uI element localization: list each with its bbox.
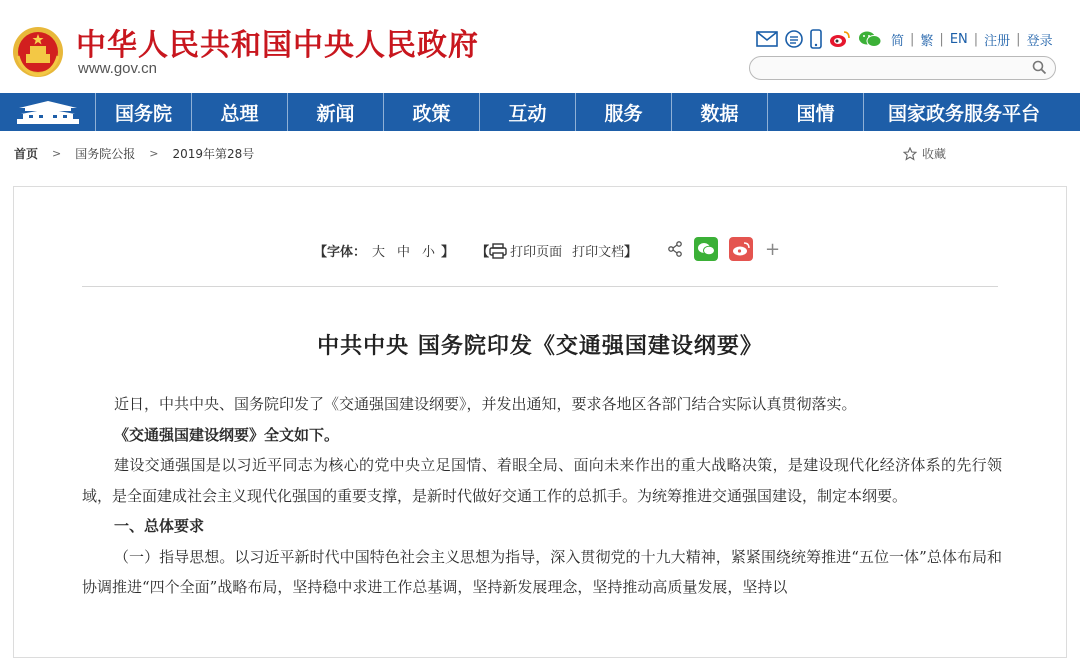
favorite-button[interactable] [903, 145, 946, 162]
traditional-link[interactable]: 繁 [920, 33, 934, 49]
tiananmen-icon [15, 98, 81, 126]
search-input[interactable] [749, 56, 1056, 80]
register-link[interactable]: 注册 [984, 33, 1011, 49]
weibo-icon [732, 242, 750, 256]
paragraph: 《交通强国建设纲要》全文如下。 [114, 425, 340, 444]
chevron-right-icon: > [149, 147, 159, 160]
nav-item-data[interactable]: 数据 [672, 93, 768, 131]
nav-home[interactable] [0, 93, 96, 131]
header-tools [756, 28, 1053, 50]
font-size-large[interactable]: 大 [372, 245, 386, 260]
separator: | [910, 31, 915, 47]
article-title: 中共中央 国务院印发《交通强国建设纲要》 [317, 333, 763, 359]
search-icon[interactable] [1032, 60, 1047, 75]
separator: | [939, 31, 944, 47]
share-weibo-button[interactable] [729, 237, 753, 261]
divider [82, 286, 998, 287]
nav-item-premier[interactable]: 总理 [192, 93, 288, 131]
bracket-close: 】 [441, 245, 455, 260]
wechat-icon[interactable] [858, 30, 882, 48]
share-bar [667, 237, 780, 261]
paragraph: 建设交通强国是以习近平同志为核心的党中央立足国情、着眼全局、面向未来作出的重大战略决策，是建设现代化经济体系的先行领域，是全面建成社会主义现代化强国的重要支撑，是新时代做好交通工作的总抓手。为统筹推进交通强国建设，制定本纲要。 [82, 456, 1002, 505]
site-title[interactable]: 中华人民共和国中央人民政府 [76, 28, 479, 63]
section-heading: 一、总体要求 [114, 517, 205, 535]
site-header [0, 0, 1080, 92]
mail-icon[interactable] [756, 31, 778, 47]
nav-item-interaction[interactable]: 互动 [480, 93, 576, 131]
print-doc-link[interactable]: 打印文档 [572, 245, 625, 260]
more-share-button[interactable]: + [765, 238, 781, 260]
paragraph: 近日，中共中央、国务院印发了《交通强国建设纲要》，并发出通知，要求各地区各部门结合实际认真贯彻落实。 [114, 395, 857, 413]
breadcrumb [14, 145, 254, 162]
article-body [82, 389, 1002, 603]
bracket-open: 【 [476, 245, 490, 260]
star-icon [903, 147, 917, 161]
article-container [13, 186, 1067, 658]
nav-item-national-info[interactable]: 国情 [768, 93, 864, 131]
breadcrumb-bulletin[interactable]: 国务院公报 [75, 147, 136, 161]
english-link[interactable]: EN [949, 31, 968, 47]
phone-icon[interactable] [810, 29, 822, 49]
breadcrumb-home[interactable]: 首页 [14, 147, 39, 161]
font-size-small[interactable]: 小 [422, 245, 436, 260]
print-page-link[interactable]: 打印页面 [510, 245, 563, 260]
header-links [891, 30, 1053, 49]
bracket-close: 】 [624, 245, 638, 260]
site-url[interactable]: www.gov.cn [78, 60, 157, 77]
font-size-label: 【字体： [314, 245, 367, 260]
nav-item-gov-service-platform[interactable]: 国家政务服务平台 [887, 102, 1040, 125]
rss-icon[interactable] [785, 30, 803, 48]
printer-icon[interactable] [489, 243, 507, 259]
simplified-link[interactable]: 简 [891, 33, 905, 49]
share-wechat-button[interactable] [694, 237, 718, 261]
wechat-icon [697, 242, 715, 256]
national-emblem-icon[interactable] [12, 26, 64, 78]
font-size-medium[interactable]: 中 [397, 245, 411, 260]
breadcrumb-issue[interactable]: 2019年第28号 [172, 147, 255, 161]
weibo-icon[interactable] [829, 30, 851, 48]
favorite-label: 收藏 [922, 147, 947, 161]
chevron-right-icon: > [52, 147, 62, 160]
article-toolbar [314, 241, 637, 260]
separator: | [1016, 31, 1021, 47]
nav-item-news[interactable]: 新闻 [288, 93, 384, 131]
share-icon[interactable] [667, 241, 683, 257]
nav-item-service[interactable]: 服务 [576, 93, 672, 131]
nav-item-policy[interactable]: 政策 [384, 93, 480, 131]
paragraph: （一）指导思想。以习近平新时代中国特色社会主义思想为指导，深入贯彻党的十九大精神，紧紧围绕统筹推进“五位一体”总体布局和协调推进“四个全面”战略布局，坚持稳中求进工作总基调，坚持新发展理念，坚持推动高质量发展，坚持以 [82, 547, 1002, 596]
login-link[interactable]: 登录 [1026, 33, 1053, 49]
nav-item-state-council[interactable]: 国务院 [96, 93, 192, 131]
separator: | [973, 31, 979, 47]
main-nav [0, 93, 1080, 131]
